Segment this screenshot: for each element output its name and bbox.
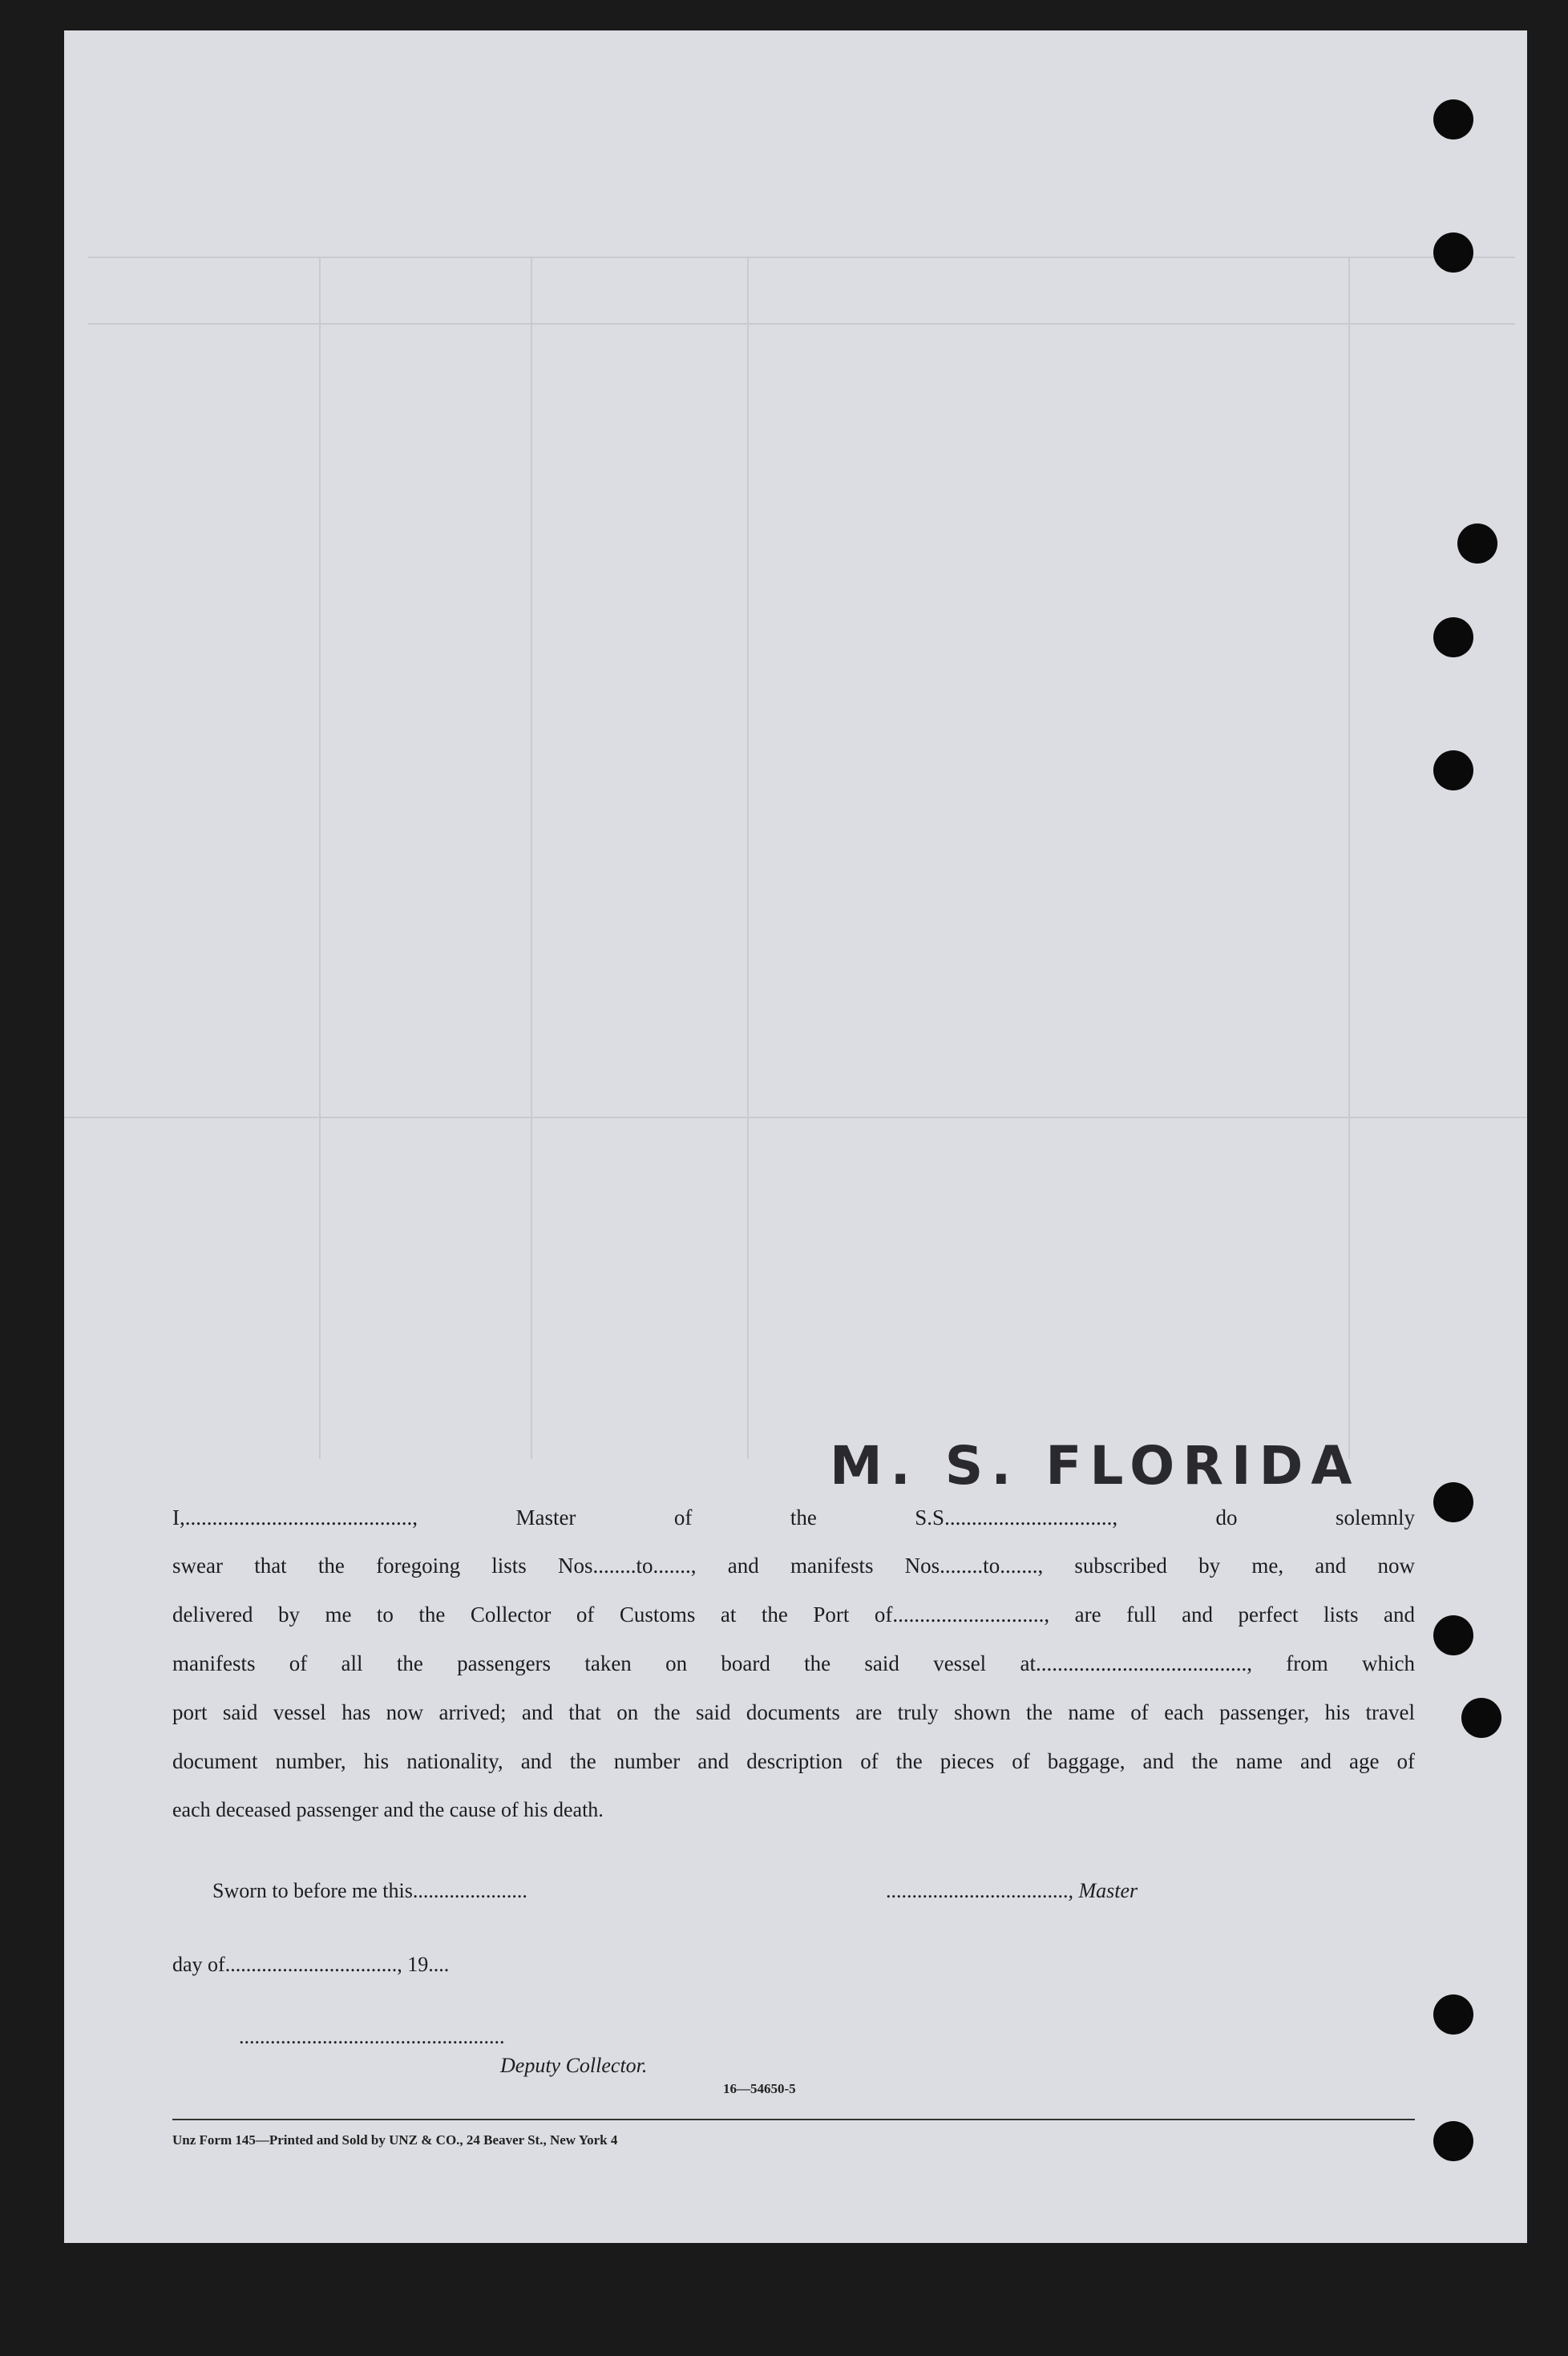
- master-dots: ...................................: [886, 1879, 1069, 1902]
- bleed-fold: [64, 1117, 1527, 1118]
- binder-hole-6: [1433, 1482, 1473, 1522]
- binder-hole-4: [1433, 617, 1473, 657]
- binder-hole-2: [1433, 232, 1473, 273]
- oath-line-4: manifests of all the passengers taken on board the said vessel at......................................., from which: [172, 1651, 1415, 1675]
- form-number: 16—54650-5: [723, 2081, 796, 2096]
- oath-line-6: document number, his nationality, and the number and description of the pieces of baggage, and the name and age of: [172, 1749, 1415, 1773]
- oath-line-1: I,.........................................., Master of the S.S..............................., do solemnly: [172, 1505, 1415, 1530]
- binder-hole-3: [1457, 523, 1497, 564]
- footer-rule: [172, 2119, 1415, 2120]
- binder-hole-1: [1433, 99, 1473, 139]
- binder-hole-7: [1433, 1615, 1473, 1655]
- binder-hole-10: [1433, 2121, 1473, 2161]
- binder-hole-9: [1433, 1994, 1473, 2035]
- oath-line-7: each deceased passenger and the cause of his death.: [172, 1798, 604, 1821]
- bleed-rule-header: [88, 323, 1515, 325]
- master-label: , Master: [1068, 1879, 1138, 1902]
- deputy-collector-label: Deputy Collector.: [500, 2054, 648, 2077]
- manifest-sheet: [64, 30, 1527, 2243]
- vessel-stamp: M. S. FLORIDA: [830, 1435, 1360, 1497]
- bleed-col-2: [531, 257, 532, 1459]
- bleed-rule-top: [88, 257, 1515, 258]
- bleed-col-4: [1348, 257, 1350, 1459]
- binder-hole-5: [1433, 750, 1473, 790]
- collector-dots: ...................................................: [239, 2025, 505, 2048]
- day-of-line: day of................................., 19....: [172, 1953, 450, 1976]
- master-signature-line: [886, 1879, 1138, 1903]
- printer-imprint: Unz Form 145—Printed and Sold by UNZ & CO., 24 Beaver St., New York 4: [172, 2132, 618, 2148]
- bleed-col-1: [319, 257, 321, 1459]
- binder-hole-8: [1461, 1698, 1501, 1738]
- bleed-col-3: [747, 257, 749, 1459]
- oath-line-2: swear that the foregoing lists Nos........to......., and manifests Nos........to......., subscribed by me, and now: [172, 1554, 1415, 1578]
- sworn-line: Sworn to before me this......................: [212, 1879, 527, 1902]
- oath-line-5: port said vessel has now arrived; and that on the said documents are truly shown the name of each passenger, his travel: [172, 1700, 1415, 1724]
- oath-line-3: delivered by me to the Collector of Customs at the Port of............................, are full and perfect lists and: [172, 1602, 1415, 1627]
